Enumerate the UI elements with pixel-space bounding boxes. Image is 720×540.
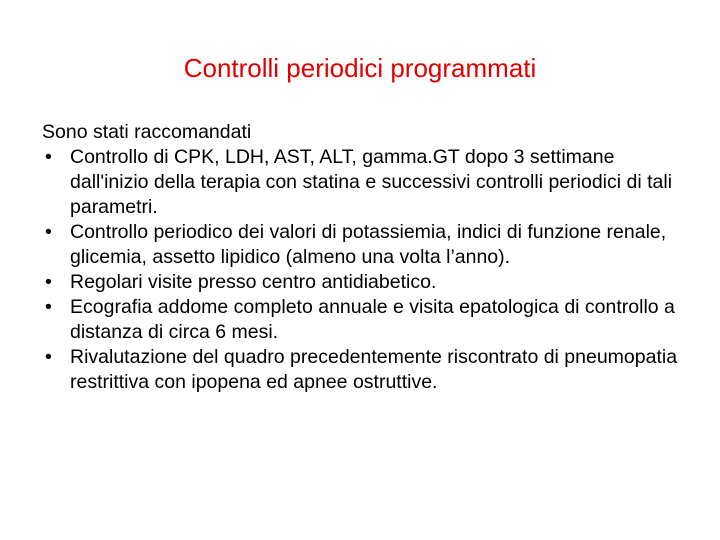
bullet-text-potassium-controls: Controllo periodico dei valori di potassiemia, indici di funzione renale, glicemia, assetto lipidico (almeno una volta l’anno). [70,221,667,268]
list-item [42,345,682,395]
list-item [42,145,682,220]
slide-body [42,120,682,395]
bullet-text-cpk-controls: Controllo di CPK, LDH, AST, ALT, gamma.GT dopo 3 settimane dall'inizio della terapia con statina e successivi controlli periodici di tali parametri. [70,146,673,218]
bullet-mark: • [45,271,52,293]
bullet-text-lung-reassessment: Rivalutazione del quadro precedentemente riscontrato di pneumopatia restrittiva con ipopena ed apnee ostruttive. [70,346,678,393]
bullet-text-ultrasound: Ecografia addome completo annuale e visita epatologica di controllo a distanza di circa 6 mesi. [70,296,675,343]
bullet-text-diabetes-visits: Regolari visite presso centro antidiabetico. [70,271,437,293]
bullet-list [42,145,682,395]
bullet-mark: • [45,346,52,368]
list-item [42,295,682,345]
bullet-mark: • [45,221,52,243]
list-item [42,220,682,270]
list-item [42,270,682,295]
bullet-mark: • [45,296,52,318]
slide-title: Controlli periodici programmati [183,53,537,83]
bullet-mark: • [45,146,52,168]
intro-text: Sono stati raccomandati [42,121,252,143]
